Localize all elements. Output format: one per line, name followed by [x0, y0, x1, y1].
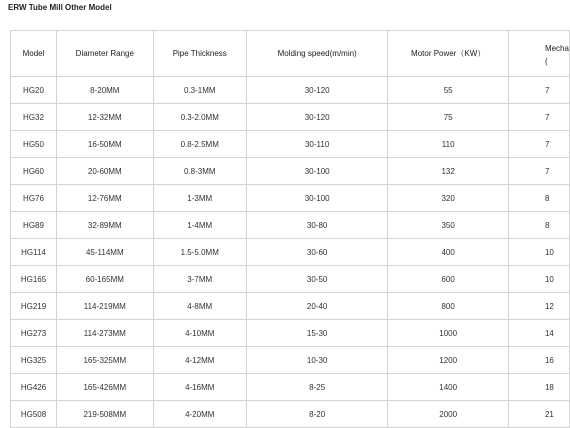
table-row: [11, 158, 570, 185]
cell-mechanical: 18: [508, 374, 569, 401]
table-row: [11, 212, 570, 239]
cell-molding-speed: 15-30: [246, 320, 387, 347]
cell-diameter-range: 114-273MM: [57, 320, 154, 347]
cell-mechanical: 10: [508, 239, 569, 266]
cell-mechanical: 8: [508, 212, 569, 239]
specs-table-container: [10, 30, 570, 428]
table-row: [11, 347, 570, 374]
cell-diameter-range: 16-50MM: [57, 131, 154, 158]
cell-pipe-thickness: 3-7MM: [153, 266, 246, 293]
cell-pipe-thickness: 1.5-5.0MM: [153, 239, 246, 266]
cell-molding-speed: 30-60: [246, 239, 387, 266]
cell-model: HG165: [11, 266, 57, 293]
page-title: ERW Tube Mill Other Model: [8, 3, 112, 12]
header-mechanical-line2: (: [544, 56, 548, 66]
cell-pipe-thickness: 4-16MM: [153, 374, 246, 401]
header-mechanical: [508, 31, 569, 77]
table-row: [11, 239, 570, 266]
cell-diameter-range: 165-426MM: [57, 374, 154, 401]
cell-motor-power: 400: [388, 239, 509, 266]
cell-pipe-thickness: 0.3-2.0MM: [153, 104, 246, 131]
cell-mechanical: 12: [508, 293, 569, 320]
cell-mechanical: 7: [508, 104, 569, 131]
cell-molding-speed: 8-20: [246, 401, 387, 428]
cell-motor-power: 1000: [388, 320, 509, 347]
cell-mechanical: 14: [508, 320, 569, 347]
cell-motor-power: 75: [388, 104, 509, 131]
header-mechanical-line1: Mecha: [544, 43, 569, 53]
cell-model: HG89: [11, 212, 57, 239]
cell-pipe-thickness: 0.8-3MM: [153, 158, 246, 185]
cell-molding-speed: 20-40: [246, 293, 387, 320]
cell-diameter-range: 45-114MM: [57, 239, 154, 266]
cell-mechanical: 8: [508, 185, 569, 212]
cell-pipe-thickness: 4-8MM: [153, 293, 246, 320]
cell-molding-speed: 8-25: [246, 374, 387, 401]
table-row: [11, 374, 570, 401]
cell-model: HG426: [11, 374, 57, 401]
cell-mechanical: 16: [508, 347, 569, 374]
cell-model: HG219: [11, 293, 57, 320]
table-row: [11, 293, 570, 320]
header-model: Model: [11, 31, 57, 77]
cell-motor-power: 132: [388, 158, 509, 185]
cell-motor-power: 800: [388, 293, 509, 320]
cell-motor-power: 1400: [388, 374, 509, 401]
cell-pipe-thickness: 0.3-1MM: [153, 77, 246, 104]
table-body: [11, 77, 570, 428]
header-pipe-thickness: Pipe Thickness: [153, 31, 246, 77]
cell-molding-speed: 30-120: [246, 77, 387, 104]
cell-motor-power: 55: [388, 77, 509, 104]
cell-molding-speed: 30-100: [246, 158, 387, 185]
table-row: [11, 131, 570, 158]
table-row: [11, 266, 570, 293]
header-molding-speed: Molding speed(m/min): [246, 31, 387, 77]
cell-model: HG325: [11, 347, 57, 374]
cell-pipe-thickness: 4-20MM: [153, 401, 246, 428]
cell-molding-speed: 30-50: [246, 266, 387, 293]
cell-model: HG50: [11, 131, 57, 158]
cell-mechanical: 21: [508, 401, 569, 428]
cell-molding-speed: 30-100: [246, 185, 387, 212]
table-row: [11, 320, 570, 347]
cell-mechanical: 7: [508, 131, 569, 158]
table-header-row: [11, 31, 570, 77]
cell-diameter-range: 20-60MM: [57, 158, 154, 185]
table-row: [11, 185, 570, 212]
cell-diameter-range: 60-165MM: [57, 266, 154, 293]
specs-table: [10, 30, 570, 428]
cell-diameter-range: 165-325MM: [57, 347, 154, 374]
table-row: [11, 104, 570, 131]
cell-motor-power: 320: [388, 185, 509, 212]
cell-motor-power: 350: [388, 212, 509, 239]
cell-pipe-thickness: 1-4MM: [153, 212, 246, 239]
cell-mechanical: 10: [508, 266, 569, 293]
cell-model: HG20: [11, 77, 57, 104]
cell-model: HG273: [11, 320, 57, 347]
cell-motor-power: 1200: [388, 347, 509, 374]
cell-pipe-thickness: 0.8-2.5MM: [153, 131, 246, 158]
cell-pipe-thickness: 4-12MM: [153, 347, 246, 374]
cell-molding-speed: 30-120: [246, 104, 387, 131]
cell-diameter-range: 12-76MM: [57, 185, 154, 212]
cell-model: HG114: [11, 239, 57, 266]
cell-diameter-range: 32-89MM: [57, 212, 154, 239]
cell-model: HG508: [11, 401, 57, 428]
table-row: [11, 401, 570, 428]
cell-molding-speed: 30-80: [246, 212, 387, 239]
cell-pipe-thickness: 4-10MM: [153, 320, 246, 347]
cell-motor-power: 110: [388, 131, 509, 158]
cell-mechanical: 7: [508, 158, 569, 185]
cell-molding-speed: 30-110: [246, 131, 387, 158]
cell-motor-power: 2000: [388, 401, 509, 428]
header-motor-power: Motor Power（KW）: [388, 31, 509, 77]
header-diameter-range: Diameter Range: [57, 31, 154, 77]
cell-diameter-range: 219-508MM: [57, 401, 154, 428]
cell-pipe-thickness: 1-3MM: [153, 185, 246, 212]
cell-motor-power: 600: [388, 266, 509, 293]
cell-diameter-range: 8-20MM: [57, 77, 154, 104]
cell-mechanical: 7: [508, 77, 569, 104]
cell-model: HG76: [11, 185, 57, 212]
table-row: [11, 77, 570, 104]
cell-model: HG32: [11, 104, 57, 131]
cell-model: HG60: [11, 158, 57, 185]
cell-diameter-range: 114-219MM: [57, 293, 154, 320]
cell-molding-speed: 10-30: [246, 347, 387, 374]
cell-diameter-range: 12-32MM: [57, 104, 154, 131]
